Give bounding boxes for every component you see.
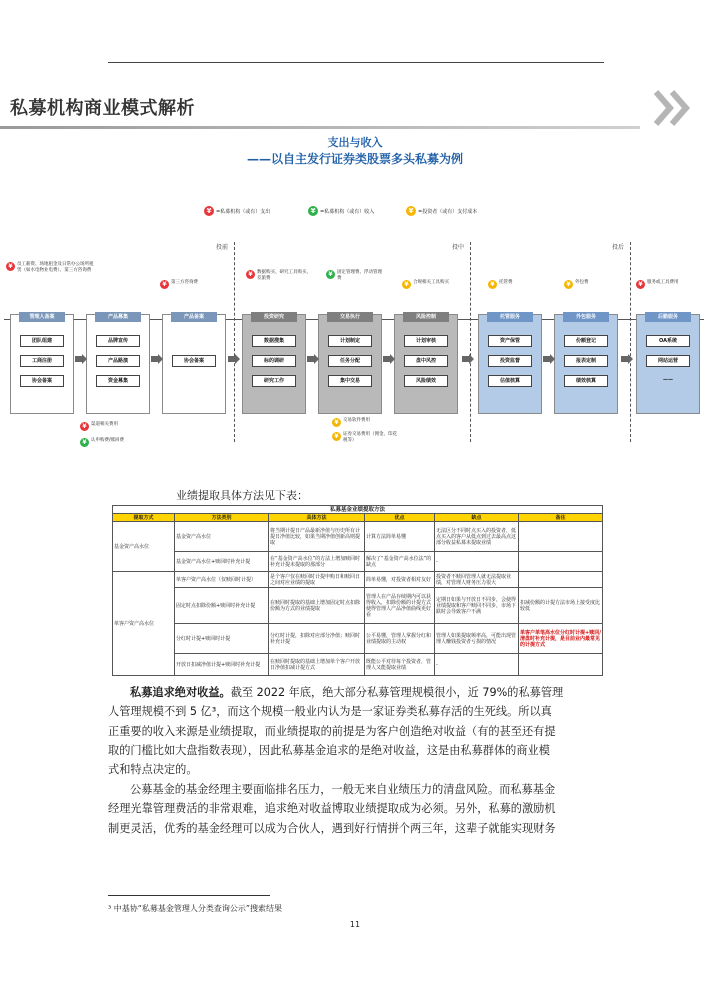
coin-red-icon: ¥ <box>204 206 214 216</box>
stage-risk-control: 风险控制 计划审核 盘中风控 风险绩效 <box>394 314 458 414</box>
coin-yellow-icon: ¥ <box>406 206 416 216</box>
double-chevron-icon <box>652 88 696 128</box>
header-rule <box>108 62 604 63</box>
note-income-subscription: ¥ 认申购费/赎回费 <box>80 438 170 447</box>
coin-green-icon: ¥ <box>308 206 318 216</box>
paragraph-absolute-return: 私募追求绝对收益。截至 2022 年底，绝大部分私募管理规模很小，近 79%的私募管理 人管理规模不到 5 亿³，而这个规模一般业内认为是一家证券类私募存活的生死线。所以真 正重要的收入来源是业绩提取，而业绩提取的前提是为客户创造绝对收益（有的甚至还有提 取的门槛比如大盘指数表现），因此私募基金追求的是绝对收益，这是由私募群体的商业模 式和特点决定的。 <box>108 686 564 777</box>
coin-yellow-icon: ¥ <box>402 280 411 289</box>
phase-divider <box>234 242 235 442</box>
note-cost-software: ¥ 交易软件费用 <box>332 418 398 427</box>
stage-fundraising: 产品募集 品牌宣传 产品路演 资金募集 <box>86 314 150 414</box>
note-expense-research: ¥ 数据购买、研究工具购买、差旅费 <box>246 270 312 281</box>
table-header: 提取方式 <box>113 514 175 522</box>
legend-investor-cost <box>406 206 477 216</box>
note-expense-channel: ¥ 渠道相关费用 <box>80 422 170 431</box>
coin-yellow-icon: ¥ <box>332 432 341 441</box>
phase-divider <box>470 242 471 442</box>
table-row: 基金资产高水位+赎回时补充计提 在“基金资产高水位”的方法上增加赎回时补充计提未提取的那部分 解决了“基金资产高水位法”的缺点 - <box>113 552 603 572</box>
table-header: 优点 <box>365 514 435 522</box>
note-cost-trading: ¥ 证券交易费用（佣金、印花税等） <box>332 432 398 443</box>
arrow-right-icon <box>621 354 633 364</box>
table-header: 方法类别 <box>175 514 269 522</box>
table-row: 基金资产高水位 基金资产高水位 将当期计提日产品最新净值与历史所有计提日净值比较，如果当期净值创新高则提取 计算方法简单易懂 无法区分不同时点买入的投资者，低点买入的客户从低点到过去最高点这部分收益私募未提取业绩 <box>113 522 603 552</box>
stage-research: 投资研究 数据搜集 标的调研 研究工作 <box>242 314 306 414</box>
slide-subtitle-example: ——以自主发行证券类股票多头私募为例 <box>246 152 463 166</box>
note-expense-staff: ¥ 员工薪资、场地租金及日常办公场所租赁（如水电物业电费）、第三方咨询费 <box>6 262 96 273</box>
table-group-cell: 基金资产高水位 <box>113 522 175 572</box>
legend-label: =投资者（或有）支付成本 <box>418 208 478 215</box>
coin-red-icon: ¥ <box>160 280 169 289</box>
coin-red-icon: ¥ <box>636 280 645 289</box>
arrow-right-icon <box>307 354 319 364</box>
arrow-right-icon <box>383 354 395 364</box>
table-caption: 业绩提取具体方法见下表： <box>176 489 308 502</box>
coin-green-icon: ¥ <box>326 270 335 279</box>
table-header: 缺点 <box>435 514 519 522</box>
note-expense-consult: ¥ 第三方咨询费 <box>160 280 220 289</box>
paragraph-public-vs-private: 公募基金的基金经理主要面临排名压力，一般无来自业绩压力的清盘风险。而私募基金 经理光靠管理费活的非常艰难，追求绝对收益博取业绩提取成为必须。另外，私募的激励机 制更灵活，优秀的基金经理可以成为合伙人，遇到好行情拼个两三年，这辈子就能实现财务 <box>108 783 556 835</box>
arrow-right-icon <box>543 354 555 364</box>
stage-product-filing: 产品备案 协会备案 <box>162 314 226 414</box>
note-income-fees: ¥ 固定管理费、浮动管理费 <box>326 270 386 281</box>
note-cost-outsourcing: ¥ 外包费 <box>564 280 614 289</box>
legend-label: =私募机构（或有）支出 <box>216 208 271 215</box>
table-header: 具体方法 <box>269 514 365 522</box>
table-title: 私募基金业绩提取方法 <box>113 506 603 514</box>
page-number: 11 <box>349 920 361 929</box>
note-expense-tools: ¥ 服务或工具费用 <box>636 280 702 289</box>
table-row: 固定时点扣除份额+赎回时补充计提 在赎回时提取的基础上增加固定时点扣除份额为方式的业绩提取 管理人在产品存续期内可以获得收入，扣除份额的计提方式使得管理人产品净值曲线更好看 定期日如果与开放日不同步，会使得业绩提取和客户赎回不同步，市场下跌时会导致客户不满 扣减份额的计提方法市场上接受度比较低 <box>113 588 603 624</box>
phase-label-mid: 投中 <box>452 244 465 251</box>
coin-yellow-icon: ¥ <box>564 280 573 289</box>
table-highlight-note: 单客户单笔高水位分红时计提+赎回/清盘时补充计提，是目前业内最常见的计提方式 <box>519 624 603 654</box>
business-model-slide <box>0 82 710 482</box>
slide-title-bar <box>0 126 640 129</box>
phase-divider <box>630 242 631 442</box>
table-header: 备注 <box>519 514 603 522</box>
table-group-cell: 单客户资产高水位 <box>113 572 175 676</box>
stage-manager-registration: 管理人备案 团队组建 工商注册 协会备案 <box>10 314 74 414</box>
note-cost-custody: ¥ 托管费 <box>488 280 538 289</box>
phase-label-post: 投后 <box>612 244 625 251</box>
coin-yellow-icon: ¥ <box>488 280 497 289</box>
note-cost-compliance: ¥ 合规相关工具购买 <box>402 280 468 289</box>
table-row: 单客户资产高水位 单客户资产高水位（仅赎回时计提） 是个客户仅在赎回时计提申购日和赎回日之间对应业绩的提取 简单易懂，对投资者相对友好 投资者不赎回管理人就无法提取业绩，对管理人财务压力很大 <box>113 572 603 588</box>
table-row: 分红时计提+赎回时计提 分红时计提，扣除对应部分净值；赎回时补充计提 公平易懂，管理人掌握分红和业绩提取的主动权 管理人如果提取频率高，可能出现管理人赚钱投资者亏损的情况 单客户单笔高水位分红时计提+赎回/清盘时补充计提，是目前业内最常见的计提方式 <box>113 624 603 654</box>
legend-income <box>308 206 374 216</box>
performance-fee-table <box>112 505 603 676</box>
phase-label-pre: 投前 <box>216 244 229 251</box>
legend-label: =私募机构（或有）收入 <box>320 208 375 215</box>
stage-back-office: 后勤服务 OA系统 网站运营 —— <box>636 314 700 414</box>
table-row: 开放日扣减净值计提+赎回时补充计提 在赎回时提取的基础上增加单个客户开放日净值扣减计提方式 既能公平对待每个投资者，管理人又能提取业绩 - <box>113 654 603 676</box>
legend-expense <box>204 206 270 216</box>
stage-outsourcing: 外包服务 份额登记 报表定制 绩效核算 <box>554 314 618 414</box>
slide-title: 私募机构商业模式解析 <box>10 98 195 119</box>
coin-red-icon: ¥ <box>246 270 255 279</box>
coin-yellow-icon: ¥ <box>332 418 341 427</box>
coin-green-icon: ¥ <box>80 438 89 447</box>
slide-subtitle: 支出与收入 <box>327 136 383 149</box>
coin-red-icon: ¥ <box>80 422 89 431</box>
footnote: ³ 中基协“私募基金管理人分类查询公示”搜索结果 <box>108 904 283 913</box>
paragraph-lead: 私募追求绝对收益。 <box>130 686 231 699</box>
arrow-right-icon <box>151 354 163 364</box>
arrow-right-icon <box>75 354 87 364</box>
coin-red-icon: ¥ <box>6 262 15 271</box>
stage-execution: 交易执行 计划制定 任务分配 集中交易 <box>318 314 382 414</box>
arrow-right-icon <box>462 354 474 364</box>
arrow-right-icon <box>228 354 240 364</box>
stage-custody: 托管服务 资产保管 投资监督 估值核算 <box>478 314 542 414</box>
footnote-rule <box>108 895 270 896</box>
